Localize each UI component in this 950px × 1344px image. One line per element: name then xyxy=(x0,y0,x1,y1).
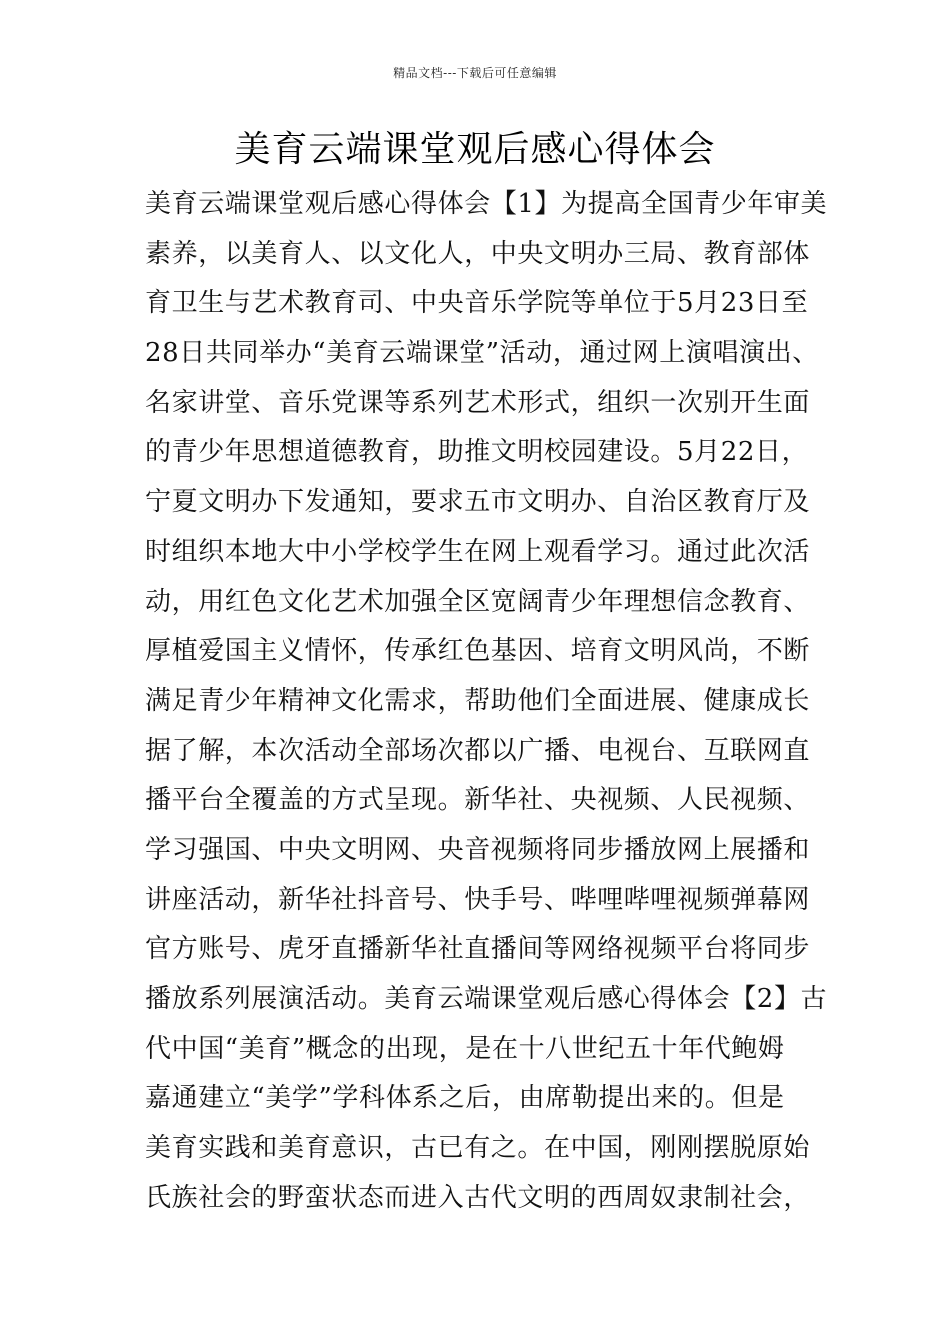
body-line: 据了解，本次活动全部场次都以广播、电视台、互联网直 xyxy=(145,735,811,766)
body-line: 名家讲堂、音乐党课等系列艺术形式，组织一次别开生面 xyxy=(145,387,811,418)
body-line: 美育云端课堂观后感心得体会【1】为提高全国青少年审美 xyxy=(145,189,828,219)
body-line: 宁夏文明办下发通知，要求五市文明办、自治区教育厅及 xyxy=(145,487,811,518)
body-line: 播放系列展演活动。美育云端课堂观后感心得体会【2】古 xyxy=(145,984,828,1014)
body-line: 嘉通建立“美学”学科体系之后，由席勒提出来的。但是 xyxy=(145,1083,785,1114)
body-line: 厚植爱国主义情怀，传承红色基因、培育文明风尚，不断 xyxy=(145,636,811,667)
body-line: 育卫生与艺术教育司、中央音乐学院等单位于5月23日至 xyxy=(145,288,809,319)
document-title: 美育云端课堂观后感心得体会 xyxy=(234,129,716,170)
body-line: 官方账号、虎牙直播新华社直播间等网络视频平台将同步 xyxy=(145,934,811,965)
body-line: 28日共同举办“美育云端课堂”活动，通过网上演唱演出、 xyxy=(145,338,819,369)
body-line: 时组织本地大中小学校学生在网上观看学习。通过此次活 xyxy=(145,536,811,567)
body-line: 讲座活动，新华社抖音号、快手号、哔哩哔哩视频弹幕网 xyxy=(145,884,811,915)
body-line: 素养，以美育人、以文化人，中央文明办三局、教育部体 xyxy=(145,238,811,269)
header-note: 精品文档---下载后可任意编辑 xyxy=(393,66,557,80)
body-line: 学习强国、中央文明网、央音视频将同步播放网上展播和 xyxy=(145,834,811,865)
body-line: 满足青少年精神文化需求，帮助他们全面进展、健康成长 xyxy=(145,685,811,716)
body-line: 美育实践和美育意识，古已有之。在中国，刚刚摆脱原始 xyxy=(145,1133,811,1164)
body-line: 动，用红色文化艺术加强全区宽阔青少年理想信念教育、 xyxy=(145,586,811,617)
body-line: 播平台全覆盖的方式呈现。新华社、央视频、人民视频、 xyxy=(145,785,811,816)
body-line: 氏族社会的野蛮状态而进入古代文明的西周奴隶制社会， xyxy=(145,1182,811,1213)
body-line: 代中国“美育”概念的出现，是在十八世纪五十年代鲍姆 xyxy=(145,1033,785,1064)
body-text xyxy=(145,180,845,1223)
body-line: 的青少年思想道德教育，助推文明校园建设。5月22日， xyxy=(145,437,809,468)
